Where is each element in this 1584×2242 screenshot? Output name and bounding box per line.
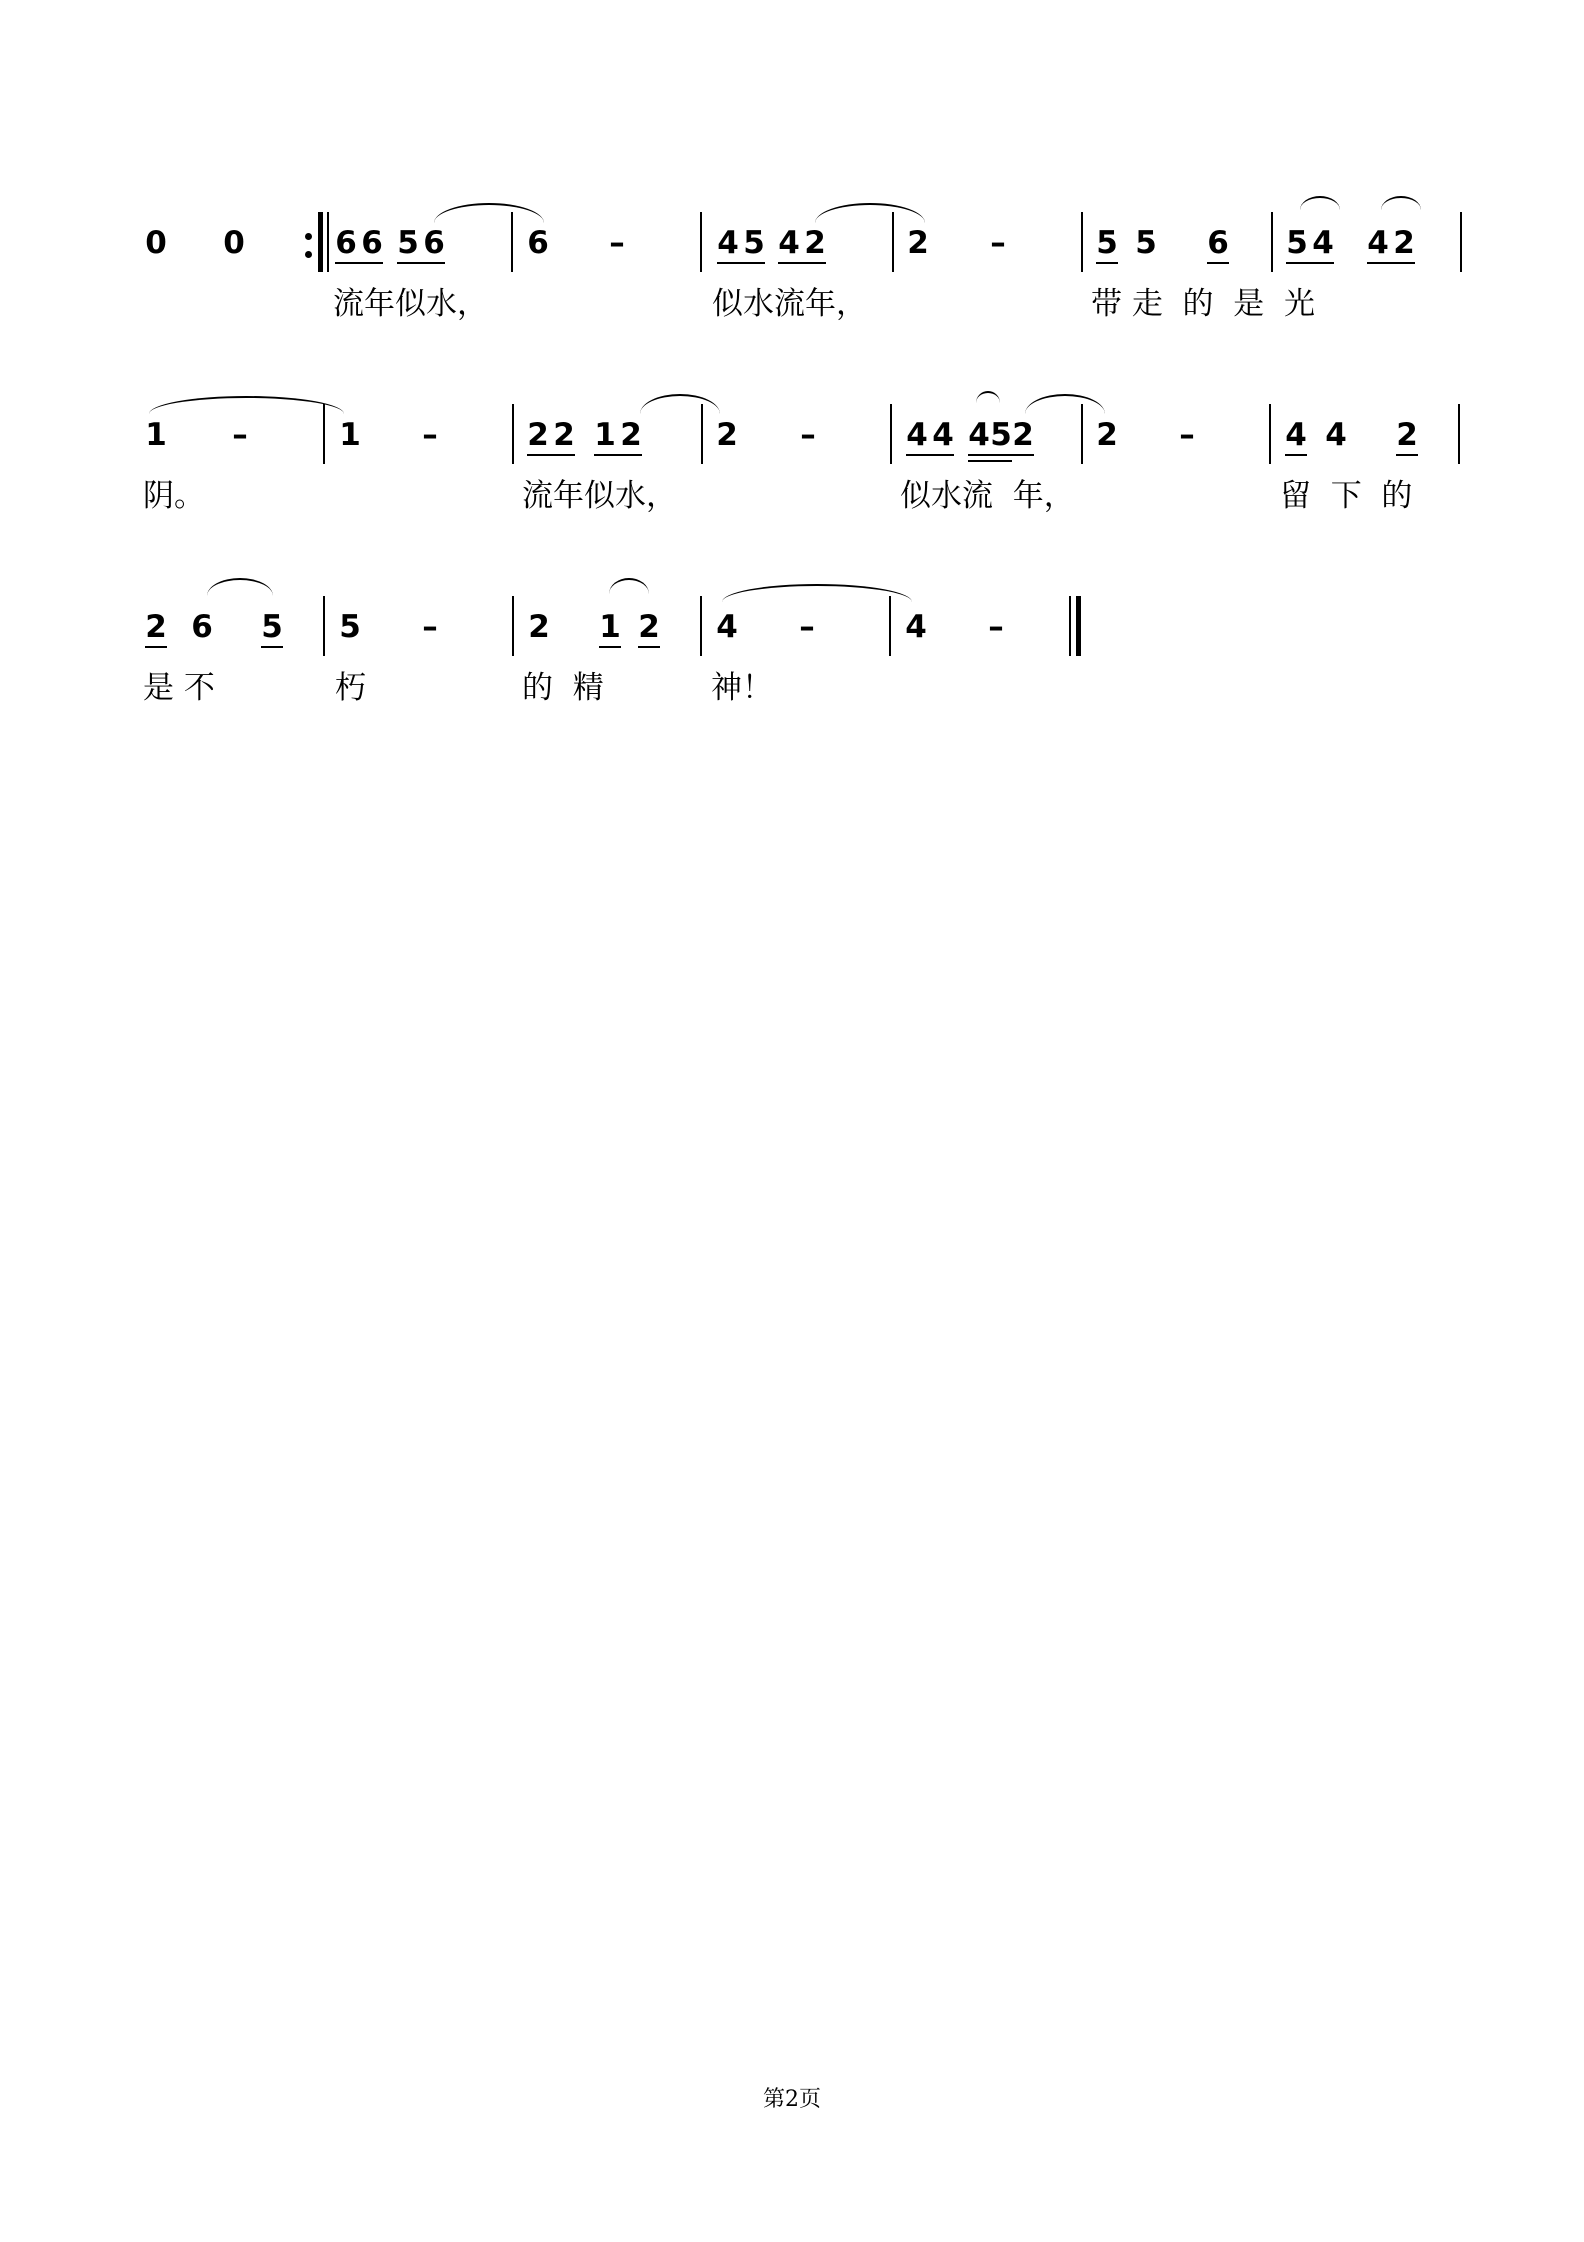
note: 4	[1285, 417, 1307, 453]
note: 1	[145, 417, 167, 453]
barline	[1460, 212, 1462, 272]
barline	[1271, 212, 1273, 272]
underline	[968, 454, 1034, 456]
note: 2	[145, 609, 167, 645]
note: 2	[804, 225, 826, 261]
underline	[145, 646, 167, 648]
note: 0	[145, 225, 167, 261]
note: 4	[716, 609, 738, 645]
dash: –	[422, 417, 438, 453]
lyric: 似水流 年，	[900, 478, 1075, 514]
lyric: 流年似水，	[522, 478, 677, 514]
note: 2	[527, 417, 549, 453]
underline	[261, 646, 283, 648]
lyric: 阴。	[143, 478, 205, 514]
slur	[434, 203, 544, 223]
note: 2	[1396, 417, 1418, 453]
note: 6	[1207, 225, 1229, 261]
dash: –	[422, 609, 438, 645]
underline	[1286, 262, 1334, 264]
slur	[1300, 196, 1340, 210]
barline	[1458, 404, 1460, 464]
slur	[815, 203, 925, 223]
underline	[1285, 454, 1307, 456]
underline	[906, 454, 954, 456]
dash: –	[1179, 417, 1195, 453]
lyric: 的 精	[522, 670, 604, 706]
lyric: 是 不	[143, 670, 215, 706]
underline	[527, 454, 575, 456]
note: 4	[778, 225, 800, 261]
slur	[1381, 196, 1421, 210]
note: 2	[620, 417, 642, 453]
underline	[335, 262, 383, 264]
note: 2	[553, 417, 575, 453]
note: 4	[1312, 225, 1334, 261]
note: 5	[261, 609, 283, 645]
barline	[701, 404, 703, 464]
underline	[599, 646, 621, 648]
note: 2	[716, 417, 738, 453]
note: 1	[594, 417, 616, 453]
note: 4	[717, 225, 739, 261]
slur	[1025, 394, 1105, 414]
barline	[1081, 212, 1083, 272]
lyric: 似水流年，	[712, 286, 867, 322]
note: 2	[1393, 225, 1415, 261]
note: 2	[528, 609, 550, 645]
lyric: 流年似水，	[333, 286, 488, 322]
note: 5	[743, 225, 765, 261]
barline	[323, 596, 325, 656]
note: 5	[339, 609, 361, 645]
dash: –	[799, 609, 815, 645]
barline	[700, 212, 702, 272]
note: 6	[191, 609, 213, 645]
note: 5	[1096, 225, 1118, 261]
note: 4	[968, 417, 990, 453]
note: 6	[423, 225, 445, 261]
slur	[976, 391, 1000, 403]
note: 5	[990, 417, 1012, 453]
note: 5	[397, 225, 419, 261]
dash: –	[988, 609, 1004, 645]
note: 1	[599, 609, 621, 645]
note: 4	[1367, 225, 1389, 261]
slur	[207, 578, 273, 596]
underline	[717, 262, 765, 264]
barline	[512, 596, 514, 656]
lyric: 神！	[711, 670, 773, 706]
note: 4	[1325, 417, 1347, 453]
dash: –	[990, 225, 1006, 261]
note: 6	[527, 225, 549, 261]
underline	[1396, 454, 1418, 456]
note: 6	[335, 225, 357, 261]
barline	[700, 596, 702, 656]
slur	[609, 578, 649, 594]
barline	[889, 596, 891, 656]
lyric: 留 下 的	[1280, 478, 1413, 514]
slur	[640, 394, 720, 414]
barline	[511, 212, 513, 272]
note: 5	[1286, 225, 1308, 261]
note: 5	[1135, 225, 1157, 261]
note: 6	[361, 225, 383, 261]
underline	[594, 454, 642, 456]
underline	[638, 646, 660, 648]
barline	[323, 404, 325, 464]
barline	[892, 212, 894, 272]
slur	[149, 396, 344, 414]
note: 0	[223, 225, 245, 261]
note: 2	[638, 609, 660, 645]
note: 4	[906, 417, 928, 453]
underline	[397, 262, 445, 264]
note: 1	[339, 417, 361, 453]
dash: –	[232, 417, 248, 453]
page-number: 第2页	[763, 2087, 821, 2112]
barline	[890, 404, 892, 464]
note: 2	[1096, 417, 1118, 453]
dash: –	[800, 417, 816, 453]
barline	[512, 404, 514, 464]
lyric: 带 走 的 是 光	[1091, 286, 1315, 322]
barline	[1081, 404, 1083, 464]
barline	[1269, 404, 1271, 464]
slur	[722, 584, 912, 602]
note: 4	[932, 417, 954, 453]
dash: –	[609, 225, 625, 261]
underline	[968, 460, 1012, 462]
underline	[1096, 262, 1118, 264]
note: 2	[1012, 417, 1034, 453]
underline	[1367, 262, 1415, 264]
note: 2	[907, 225, 929, 261]
lyric: 朽	[335, 670, 366, 706]
note: 4	[905, 609, 927, 645]
underline	[778, 262, 826, 264]
underline	[1207, 262, 1229, 264]
